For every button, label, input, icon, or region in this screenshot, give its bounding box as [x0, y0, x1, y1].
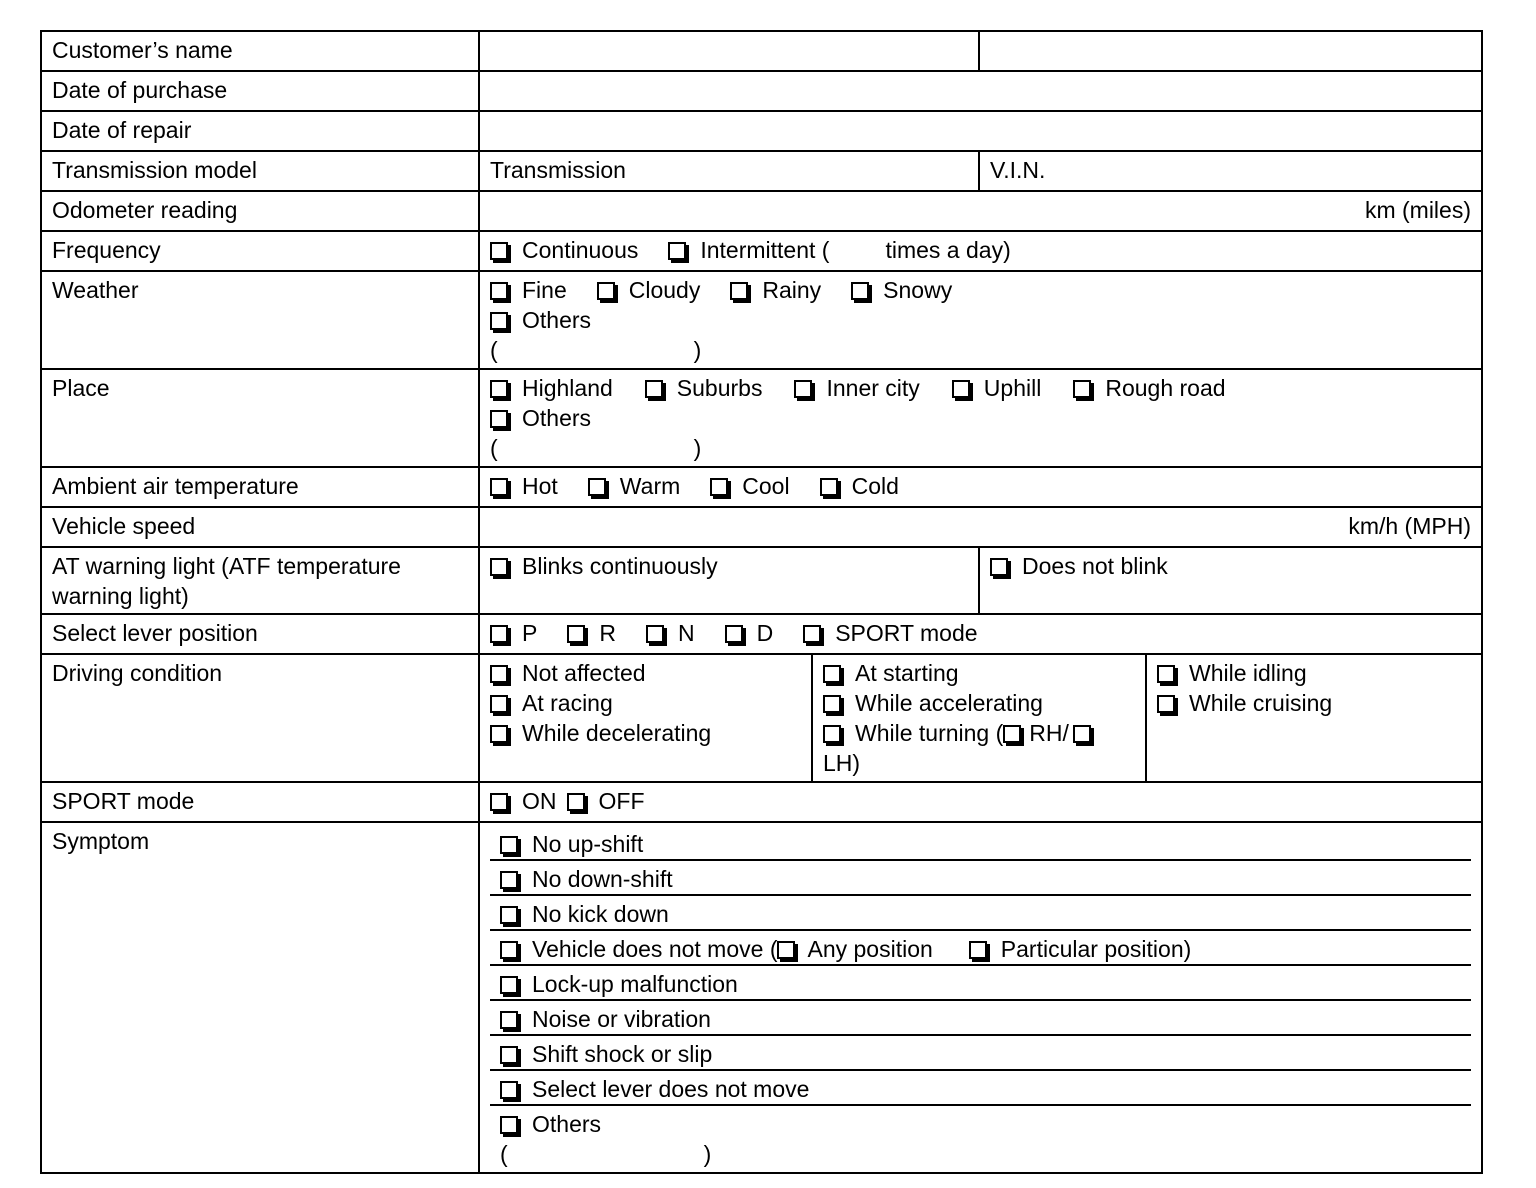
label-driving: Driving condition [41, 654, 479, 782]
odometer-field[interactable]: km (miles) [479, 191, 1482, 231]
n-label: N [677, 620, 695, 646]
decelerating-label: While decelerating [522, 720, 712, 746]
date-purchase-field[interactable] [479, 71, 1482, 111]
lever-not-move-label: Select lever does not move [532, 1076, 810, 1102]
cruising-label: While cruising [1189, 690, 1333, 716]
weather-options [479, 271, 1482, 369]
weather-others-label: Others [522, 307, 592, 333]
symptom-others-input[interactable]: ( ) [500, 1141, 712, 1167]
p-label: P [522, 620, 538, 646]
starting-label: At starting [855, 660, 959, 686]
driving-col-3 [1146, 654, 1482, 782]
d-label: D [756, 620, 774, 646]
row-select-lever [41, 614, 1482, 654]
row-place [41, 369, 1482, 467]
turning-checkbox[interactable] [823, 725, 841, 743]
no-kickdown-label: No kick down [532, 901, 669, 927]
any-position-label: Any position [807, 936, 933, 962]
label-weather: Weather [41, 271, 479, 369]
label-ambient: Ambient air temperature [41, 467, 479, 507]
frequency-options [479, 231, 1482, 271]
no-upshift-label: No up-shift [532, 831, 644, 857]
warm-label: Warm [619, 473, 681, 499]
accelerating-checkbox[interactable] [823, 695, 841, 713]
lockup-label: Lock-up malfunction [532, 971, 738, 997]
continuous-label: Continuous [522, 237, 639, 263]
highland-label: Highland [522, 375, 613, 401]
label-frequency: Frequency [41, 231, 479, 271]
vin-field[interactable]: V.I.N. [979, 151, 1482, 191]
uphill-label: Uphill [983, 375, 1042, 401]
r-label: R [599, 620, 616, 646]
blinks-checkbox[interactable] [490, 558, 508, 576]
cold-checkbox[interactable] [820, 478, 838, 496]
racing-label: At racing [522, 690, 613, 716]
turning-label: While turning ( [855, 720, 1004, 746]
cloudy-label: Cloudy [628, 277, 701, 303]
driving-col-1 [479, 654, 812, 782]
cloudy-checkbox[interactable] [597, 282, 615, 300]
cool-label: Cool [742, 473, 790, 499]
cool-checkbox[interactable] [710, 478, 728, 496]
row-date-repair [41, 111, 1482, 151]
row-at-warning [41, 547, 1482, 614]
cold-label: Cold [851, 473, 899, 499]
lh-checkbox[interactable] [1073, 725, 1091, 743]
intermittent-checkbox[interactable] [668, 242, 686, 260]
label-speed: Vehicle speed [41, 507, 479, 547]
label-transmission-model: Transmission model [41, 151, 479, 191]
sport-options [479, 782, 1482, 822]
off-checkbox[interactable] [567, 793, 585, 811]
not-affected-checkbox[interactable] [490, 665, 508, 683]
ambient-options [479, 467, 1482, 507]
decelerating-checkbox[interactable] [490, 725, 508, 743]
not-move-label: Vehicle does not move ( [532, 936, 778, 962]
symptom-options [479, 822, 1482, 1173]
any-position-checkbox[interactable] [777, 941, 795, 959]
place-others-label: Others [522, 405, 592, 431]
label-odometer: Odometer reading [41, 191, 479, 231]
not-affected-label: Not affected [522, 660, 646, 686]
lever-not-move-checkbox[interactable] [500, 1081, 518, 1099]
lh-label: LH) [823, 750, 861, 776]
p-checkbox[interactable] [490, 625, 508, 643]
row-odometer [41, 191, 1482, 231]
rh-label: RH/ [1029, 720, 1069, 746]
label-place: Place [41, 369, 479, 467]
not-blink-option [979, 547, 1482, 614]
n-checkbox[interactable] [646, 625, 664, 643]
no-downshift-label: No down-shift [532, 866, 673, 892]
no-downshift-checkbox[interactable] [500, 871, 518, 889]
hot-checkbox[interactable] [490, 478, 508, 496]
not-blink-checkbox[interactable] [990, 558, 1008, 576]
row-frequency [41, 231, 1482, 271]
fine-checkbox[interactable] [490, 282, 508, 300]
label-select-lever: Select lever position [41, 614, 479, 654]
continuous-checkbox[interactable] [490, 242, 508, 260]
particular-position-label: Particular position) [1000, 936, 1192, 962]
lockup-checkbox[interactable] [500, 976, 518, 994]
sport-mode-checkbox[interactable] [803, 625, 821, 643]
place-options [479, 369, 1482, 467]
not-move-checkbox[interactable] [500, 941, 518, 959]
row-driving [41, 654, 1482, 782]
row-weather [41, 271, 1482, 369]
idling-label: While idling [1189, 660, 1307, 686]
weather-others-input[interactable]: ( ) [490, 337, 702, 363]
racing-checkbox[interactable] [490, 695, 508, 713]
rough-road-checkbox[interactable] [1073, 380, 1091, 398]
rough-road-label: Rough road [1105, 375, 1226, 401]
label-date-purchase: Date of purchase [41, 71, 479, 111]
symptom-others-label: Others [532, 1111, 602, 1137]
place-others-input[interactable]: ( ) [490, 435, 702, 461]
sport-mode-label: SPORT mode [835, 620, 978, 646]
r-checkbox[interactable] [567, 625, 585, 643]
on-label: ON [522, 788, 557, 814]
shift-shock-label: Shift shock or slip [532, 1041, 713, 1067]
transmission-field[interactable]: Transmission [479, 151, 979, 191]
shift-shock-checkbox[interactable] [500, 1046, 518, 1064]
row-speed [41, 507, 1482, 547]
snowy-checkbox[interactable] [851, 282, 869, 300]
accelerating-label: While accelerating [855, 690, 1043, 716]
blinks-label: Blinks continuously [522, 553, 718, 579]
label-symptom: Symptom [41, 822, 479, 1173]
label-customer-name: Customer’s name [41, 31, 479, 71]
idling-checkbox[interactable] [1157, 665, 1175, 683]
not-blink-label: Does not blink [1022, 553, 1168, 579]
label-sport: SPORT mode [41, 782, 479, 822]
warm-checkbox[interactable] [588, 478, 606, 496]
times-a-day-label: times a day) [885, 237, 1011, 263]
inner-city-label: Inner city [826, 375, 920, 401]
rainy-label: Rainy [762, 277, 822, 303]
row-date-purchase [41, 71, 1482, 111]
noise-checkbox[interactable] [500, 1011, 518, 1029]
row-sport [41, 782, 1482, 822]
highland-checkbox[interactable] [490, 380, 508, 398]
weather-others-checkbox[interactable] [490, 312, 508, 330]
suburbs-label: Suburbs [676, 375, 763, 401]
rainy-checkbox[interactable] [730, 282, 748, 300]
diagnostic-worksheet [40, 30, 1483, 1174]
suburbs-checkbox[interactable] [645, 380, 663, 398]
row-transmission-model [41, 151, 1482, 191]
label-date-repair: Date of repair [41, 111, 479, 151]
cruising-checkbox[interactable] [1157, 695, 1175, 713]
particular-position-checkbox[interactable] [969, 941, 987, 959]
off-label: OFF [598, 788, 645, 814]
row-customer-name [41, 31, 1482, 71]
rh-checkbox[interactable] [1003, 725, 1021, 743]
label-at-warning: AT warning light (ATF temperature warning light) [41, 547, 479, 614]
blinks-option [479, 547, 979, 614]
fine-label: Fine [522, 277, 567, 303]
customer-name-field-2[interactable] [979, 31, 1482, 71]
symptom-others-checkbox[interactable] [500, 1116, 518, 1134]
no-kickdown-checkbox[interactable] [500, 906, 518, 924]
driving-col-2 [812, 654, 1146, 782]
on-checkbox[interactable] [490, 793, 508, 811]
hot-label: Hot [522, 473, 558, 499]
date-repair-field[interactable] [479, 111, 1482, 151]
uphill-checkbox[interactable] [952, 380, 970, 398]
customer-name-field-1[interactable] [479, 31, 979, 71]
snowy-label: Snowy [883, 277, 953, 303]
intermittent-label: Intermittent ( [700, 237, 830, 263]
no-upshift-checkbox[interactable] [500, 836, 518, 854]
row-ambient [41, 467, 1482, 507]
starting-checkbox[interactable] [823, 665, 841, 683]
row-symptom [41, 822, 1482, 1173]
place-others-checkbox[interactable] [490, 410, 508, 428]
lever-options [479, 614, 1482, 654]
speed-field[interactable]: km/h (MPH) [479, 507, 1482, 547]
d-checkbox[interactable] [725, 625, 743, 643]
inner-city-checkbox[interactable] [794, 380, 812, 398]
noise-label: Noise or vibration [532, 1006, 711, 1032]
